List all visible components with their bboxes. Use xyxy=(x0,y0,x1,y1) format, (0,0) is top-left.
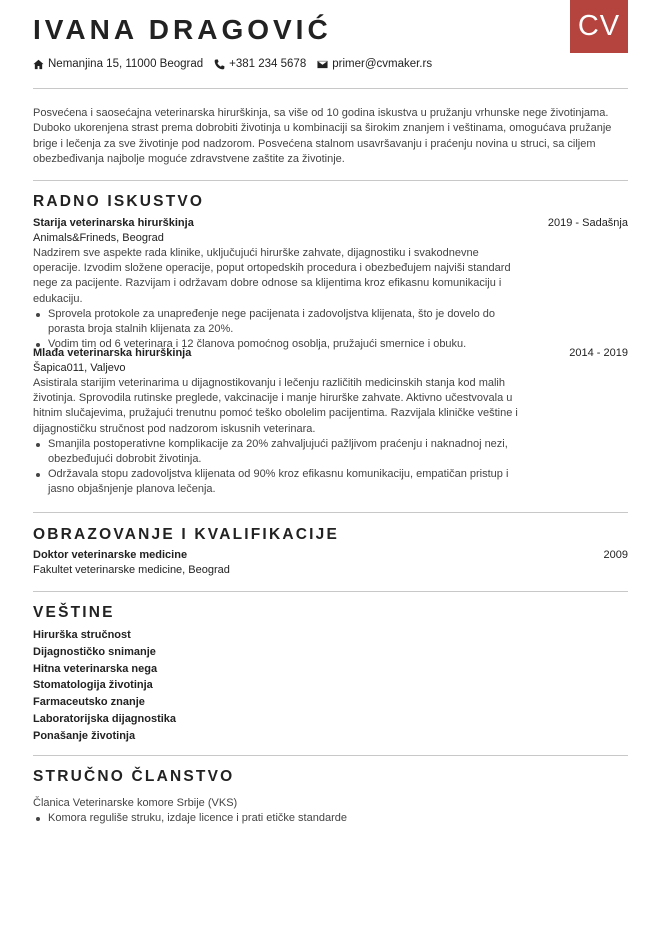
job-entry xyxy=(33,346,628,498)
candidate-name: IVANA DRAGOVIĆ xyxy=(33,14,332,45)
job-title: Mlađa veterinarska hirurškinja xyxy=(33,347,192,359)
school-name: Fakultet veterinarske medicine, Beograd xyxy=(33,564,230,576)
divider xyxy=(33,88,628,89)
divider xyxy=(33,512,628,513)
skill-item: Stomatologija životinja xyxy=(33,679,153,692)
skills-list xyxy=(33,627,176,745)
phone-text: +381 234 5678 xyxy=(229,58,307,70)
address-item xyxy=(33,56,203,72)
phone-item xyxy=(214,56,306,72)
skill-item: Ponašanje životinja xyxy=(33,729,136,742)
skill-item: Hirurška stručnost xyxy=(33,629,131,641)
divider xyxy=(33,180,628,181)
divider xyxy=(33,591,628,592)
address-text: Nemanjina 15, 11000 Beograd xyxy=(48,58,204,70)
experience-section-title: RADNO ISKUSTVO xyxy=(33,193,205,210)
email-item xyxy=(317,56,432,72)
phone-icon xyxy=(214,59,225,70)
skills-section-title: VEŠTINE xyxy=(33,604,115,621)
divider xyxy=(33,755,628,756)
list-item: Vodim tim od 6 veterinara i 12 članova pomoćnog osoblja, pružajući smernice i obuku. xyxy=(33,337,528,352)
membership-details xyxy=(33,811,528,826)
home-icon xyxy=(33,59,44,70)
degree-title: Doktor veterinarske medicine xyxy=(33,549,188,561)
education-section-title: OBRAZOVANJE I KVALIFIKACIJE xyxy=(33,526,339,543)
job-date: 2019 - Sadašnja xyxy=(547,217,628,229)
job-title: Starija veterinarska hirurškinja xyxy=(33,217,194,229)
education-date: 2009 xyxy=(603,549,628,561)
membership-org: Članica Veterinarske komore Srbije (VKS) xyxy=(33,797,238,809)
list-item: Održavala stopu zadovoljstva klijenata od 90% kroz efikasnu komunikaciju, empatičan pristup i jasno objašnjenje planova lečenja. xyxy=(33,467,528,497)
membership-entry xyxy=(33,796,628,826)
skill-item: Dijagnostičko snimanje xyxy=(33,645,156,658)
skill-item: Farmaceutsko znanje xyxy=(33,696,145,709)
education-entry xyxy=(33,548,628,578)
job-date: 2014 - 2019 xyxy=(569,347,628,359)
job-employer: Šapica011, Valjevo xyxy=(33,362,126,374)
skill-item: Hitna veterinarska nega xyxy=(33,662,158,675)
list-item: Smanjila postoperativne komplikacije za 20% zahvaljujući pažljivom praćenju i naknadnoj nezi, obezbeđujući dobrobit životinja. xyxy=(33,437,528,467)
job-description: Nadzirem sve aspekte rada klinike, uključujući hirurške zahvate, dijagnostiku i svakodnevne operacije. Izvodim složene operacije, poput ortopedskih procedura i obezbeđujem najviši standard nege za pacijente. Razvijam i održavam dobre odnose sa klijentima kroz efikasnu komunikaciju i edukaciju. xyxy=(33,247,511,305)
skill-item: Laboratorijska dijagnostika xyxy=(33,712,177,725)
email-text: primer@cvmaker.rs xyxy=(332,58,433,70)
list-item: Komora reguliše struku, izdaje licence i prati etičke standarde xyxy=(33,811,528,826)
cv-badge: CV xyxy=(570,0,628,53)
job-employer: Animals&Frineds, Beograd xyxy=(33,232,164,244)
mail-icon xyxy=(317,59,328,70)
membership-section-title: STRUČNO ČLANSTVO xyxy=(33,768,235,785)
contact-info xyxy=(33,56,443,72)
job-description: Asistirala starijim veterinarima u dijagnostikovanju i lečenju različitih medicinskih stanja kod malih životinja. Sprovodila rutinske preglede, vakcinacije i manje hirurške zahvate. Aktivno učestvovala u hitnim slučajevima, pružajući trenutnu pomoć teško obolelim pacijentima. Razvijala kliničke veštine i dijagnostičku stručnost pod nadzorom iskusnih veterinara. xyxy=(33,377,518,435)
list-item: Sprovela protokole za unapređenje nege pacijenata i zadovoljstva klijenata, što je dovelo do porasta broja stalnih klijenata za 20%. xyxy=(33,307,528,337)
job-entry xyxy=(33,216,628,352)
profile-summary: Posvećena i saosećajna veterinarska hirurškinja, sa više od 10 godina iskustva u pružanju vrhunske nege životinjama. Duboko ukorenjena strast prema dobrobiti životinja u kombinaciji sa širokim znanjem i veštinama, omogućava pružanje brige i lečenja za sve životinje pod nadzorom. Posvećena stalnom usavršavanju i praćenju novina u struci, sa ciljem obezbeđivanja najbolje moguće zdravstvene zaštite za životinje. xyxy=(33,107,612,165)
job-achievements xyxy=(33,437,528,498)
